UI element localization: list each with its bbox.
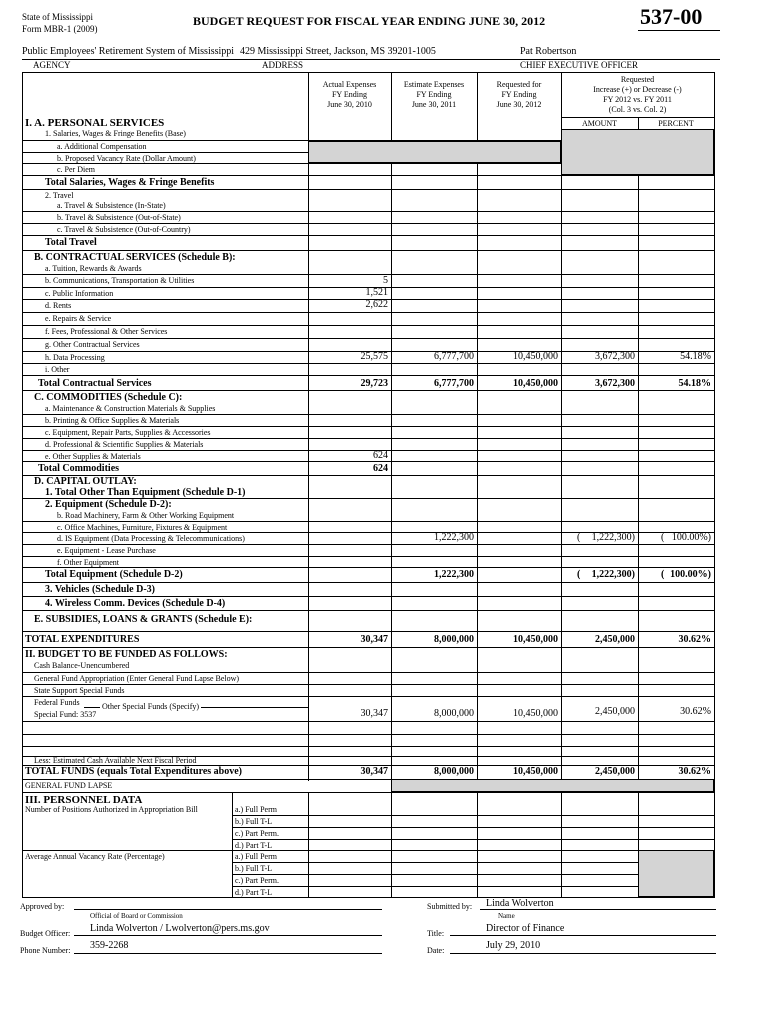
special-fund-actual: 30,347 bbox=[360, 708, 388, 719]
contractual-estimate-value: 6,777,700 bbox=[434, 351, 474, 362]
state-support-label: State Support Special Funds bbox=[34, 686, 125, 695]
address-value: 429 Mississippi Street, Jackson, MS 39201-1005 bbox=[240, 46, 436, 57]
vacancy-rate-label: Average Annual Vacancy Rate (Percentage) bbox=[25, 852, 165, 861]
special-fund-label: Special Fund: 3537 bbox=[34, 710, 97, 719]
commodities-title: C. COMMODITIES (Schedule C): bbox=[34, 392, 183, 403]
equipment-label: 2. Equipment (Schedule D-2): bbox=[45, 499, 172, 510]
special-fund-amount: 2,450,000 bbox=[595, 706, 635, 717]
position-type-label: a.) Full Perm bbox=[235, 805, 277, 814]
phone-label: Phone Number: bbox=[20, 946, 71, 955]
date-value: July 29, 2010 bbox=[486, 940, 541, 951]
equipment-percent-value: 100.00%) bbox=[671, 532, 711, 543]
contractual-item-label: f. Fees, Professional & Other Services bbox=[45, 327, 168, 336]
total-contractual-estimate: 6,777,700 bbox=[434, 378, 474, 389]
equipment-item-label: e. Equipment - Lease Purchase bbox=[57, 546, 156, 555]
shaded-cell bbox=[391, 779, 714, 792]
submitted-by-label: Submitted by: bbox=[427, 902, 473, 911]
total-equipment-percent: 100.00%) bbox=[670, 569, 711, 580]
other-special-label: Other Special Funds (Specify) bbox=[102, 702, 200, 711]
general-fund-lapse-label: GENERAL FUND LAPSE bbox=[25, 781, 113, 790]
open-paren: ( bbox=[661, 569, 665, 580]
total-contractual-requested: 10,450,000 bbox=[513, 378, 558, 389]
federal-funds-label: Federal Funds bbox=[34, 698, 80, 707]
agency-value: Public Employees' Retirement System of Mississippi bbox=[22, 46, 235, 57]
address-label: ADDRESS bbox=[262, 60, 304, 70]
travel-label: 2. Travel bbox=[45, 191, 74, 200]
special-fund-percent: 30.62% bbox=[680, 706, 711, 717]
equipment-item-label: d. IS Equipment (Data Processing & Telecommunications) bbox=[57, 534, 245, 543]
per-diem-label: c. Per Diem bbox=[57, 165, 95, 174]
col-amount-header: AMOUNT bbox=[581, 119, 618, 128]
commodity-item-label: c. Equipment, Repair Parts, Supplies & Accessories bbox=[45, 428, 211, 437]
total-funds-percent: 30.62% bbox=[678, 766, 711, 777]
total-contractual-amount: 3,672,300 bbox=[595, 378, 635, 389]
form-number: 537-00 bbox=[640, 4, 703, 29]
salaries-label: 1. Salaries, Wages & Fringe Benefits (Base) bbox=[45, 129, 186, 138]
contractual-item-label: e. Repairs & Service bbox=[45, 314, 112, 323]
contractual-item-label: i. Other bbox=[45, 365, 70, 374]
total-equipment-amount: 1,222,300) bbox=[591, 569, 635, 580]
contractual-item-label: b. Communications, Transportation & Utilities bbox=[45, 276, 195, 285]
total-contractual-label: Total Contractual Services bbox=[38, 378, 152, 389]
funding-title: II. BUDGET TO BE FUNDED AS FOLLOWS: bbox=[25, 649, 228, 660]
other-than-equipment-label: 1. Total Other Than Equipment (Schedule D-1) bbox=[45, 487, 246, 498]
col-estimate-header: Estimate Expenses FY Ending June 30, 2011 bbox=[403, 80, 465, 109]
contractual-actual-value: 5 bbox=[383, 275, 388, 286]
contractual-item-label: d. Rents bbox=[45, 301, 72, 310]
phone-line[interactable] bbox=[74, 953, 382, 954]
vacancy-type-label: b.) Full T-L bbox=[235, 864, 273, 873]
travel-out-state-label: b. Travel & Subsistence (Out-of-State) bbox=[57, 213, 181, 222]
total-funds-amount: 2,450,000 bbox=[595, 766, 635, 777]
total-commodities-label: Total Commodities bbox=[38, 463, 120, 474]
shaded-cell bbox=[308, 141, 561, 163]
contractual-actual-value: 2,622 bbox=[365, 299, 388, 310]
total-contractual-actual: 29,723 bbox=[360, 378, 388, 389]
col-requested-header: Requested for FY Ending June 30, 2012 bbox=[496, 80, 542, 109]
commodity-item-label: b. Printing & Office Supplies & Materials bbox=[45, 416, 180, 425]
total-funds-estimate: 8,000,000 bbox=[434, 766, 474, 777]
ceo-value: Pat Robertson bbox=[520, 46, 577, 57]
contractual-amount-value: 3,672,300 bbox=[595, 351, 635, 362]
col-change-header: Requested Increase (+) or Decrease (-) FY 2012 vs. FY 2011 (Col. 3 vs. Col. 2) bbox=[593, 75, 682, 114]
commodity-item-label: d. Professional & Scientific Supplies & Materials bbox=[45, 440, 204, 449]
title-line[interactable] bbox=[450, 935, 716, 936]
open-paren: ( bbox=[577, 532, 581, 543]
title-label: Title: bbox=[427, 929, 445, 938]
contractual-item-label: a. Tuition, Rewards & Awards bbox=[45, 264, 142, 273]
capital-title: D. CAPITAL OUTLAY: bbox=[34, 476, 137, 487]
vacancy-type-label: d.) Part T-L bbox=[235, 888, 273, 897]
personnel-title: III. PERSONNEL DATA bbox=[25, 794, 143, 806]
approved-by-line[interactable] bbox=[74, 909, 382, 910]
total-expenditures-amount: 2,450,000 bbox=[595, 634, 635, 645]
additional-comp-label: a. Additional Compensation bbox=[57, 142, 147, 151]
approved-by-label: Approved by: bbox=[20, 902, 65, 911]
open-paren: ( bbox=[577, 569, 581, 580]
date-line[interactable] bbox=[450, 953, 716, 954]
total-contractual-percent: 54.18% bbox=[678, 378, 711, 389]
col-actual-header: Actual Expenses FY Ending June 30, 2010 bbox=[322, 80, 377, 109]
special-fund-requested: 10,450,000 bbox=[513, 708, 558, 719]
contractual-actual-value: 1,521 bbox=[365, 287, 388, 298]
date-label: Date: bbox=[427, 946, 445, 955]
open-paren: ( bbox=[661, 532, 665, 543]
col-percent-header: PERCENT bbox=[658, 119, 694, 128]
total-expenditures-requested: 10,450,000 bbox=[513, 634, 558, 645]
budget-officer-value: Linda Wolverton / Lwolverton@pers.ms.gov bbox=[90, 923, 270, 934]
positions-label: Number of Positions Authorized in Appropriation Bill bbox=[25, 805, 198, 814]
total-equipment-estimate: 1,222,300 bbox=[434, 569, 474, 580]
cash-balance-label: Cash Balance-Unencumbered bbox=[34, 661, 130, 670]
travel-in-state-label: a. Travel & Subsistence (In-State) bbox=[57, 201, 166, 210]
shaded-cell bbox=[638, 850, 714, 897]
vacancy-type-label: a.) Full Perm bbox=[235, 852, 277, 861]
contractual-item-label: h. Data Processing bbox=[45, 353, 105, 362]
less-cash-label: Less: Estimated Cash Available Next Fiscal Period bbox=[34, 756, 197, 765]
title-value: Director of Finance bbox=[486, 923, 565, 934]
contractual-item-label: g. Other Contractual Services bbox=[45, 340, 140, 349]
vacancy-label: b. Proposed Vacancy Rate (Dollar Amount) bbox=[57, 154, 196, 163]
budget-officer-line[interactable] bbox=[74, 935, 382, 936]
position-type-label: d.) Part T-L bbox=[235, 841, 273, 850]
equipment-item-label: c. Office Machines, Furniture, Fixtures & Equipment bbox=[57, 523, 228, 532]
position-type-label: c.) Part Perm. bbox=[235, 829, 279, 838]
total-expenditures-estimate: 8,000,000 bbox=[434, 634, 474, 645]
phone-value: 359-2268 bbox=[90, 940, 129, 951]
shaded-cell bbox=[561, 129, 714, 175]
form-title: BUDGET REQUEST FOR FISCAL YEAR ENDING JUNE 30, 2012 bbox=[193, 14, 546, 28]
contractual-requested-value: 10,450,000 bbox=[513, 351, 558, 362]
official-label: Official of Board or Commission bbox=[90, 912, 183, 920]
agency-label: AGENCY bbox=[33, 60, 71, 70]
travel-out-country-label: c. Travel & Subsistence (Out-of-Country) bbox=[57, 225, 191, 234]
total-funds-requested: 10,450,000 bbox=[513, 766, 558, 777]
equipment-amount-value: 1,222,300) bbox=[591, 532, 635, 543]
state-label: State of Mississippi bbox=[22, 12, 94, 22]
name-label: Name bbox=[498, 912, 515, 920]
wireless-label: 4. Wireless Comm. Devices (Schedule D-4) bbox=[45, 598, 226, 609]
commodity-actual-value: 624 bbox=[373, 450, 388, 461]
subsidies-title: E. SUBSIDIES, LOANS & GRANTS (Schedule E): bbox=[34, 614, 253, 625]
special-fund-estimate: 8,000,000 bbox=[434, 708, 474, 719]
total-travel-label: Total Travel bbox=[45, 237, 97, 248]
contractual-actual-value: 25,575 bbox=[360, 351, 388, 362]
vacancy-type-label: c.) Part Perm. bbox=[235, 876, 279, 885]
submitted-by-line[interactable] bbox=[480, 909, 716, 910]
equipment-item-label: f. Other Equipment bbox=[57, 558, 119, 567]
equipment-estimate-value: 1,222,300 bbox=[434, 532, 474, 543]
contractual-percent-value: 54.18% bbox=[680, 351, 711, 362]
total-expenditures-label: TOTAL EXPENDITURES bbox=[25, 634, 140, 645]
commodity-item-label: e. Other Supplies & Materials bbox=[45, 452, 141, 461]
equipment-item-label: b. Road Machinery, Farm & Other Working Equipment bbox=[57, 511, 235, 520]
total-salaries-label: Total Salaries, Wages & Fringe Benefits bbox=[45, 177, 215, 188]
commodity-item-label: a. Maintenance & Construction Materials & Supplies bbox=[45, 404, 216, 413]
form-label: Form MBR-1 (2009) bbox=[22, 24, 98, 34]
position-type-label: b.) Full T-L bbox=[235, 817, 273, 826]
total-expenditures-actual: 30,347 bbox=[360, 634, 388, 645]
budget-officer-label: Budget Officer: bbox=[20, 929, 71, 938]
vehicles-label: 3. Vehicles (Schedule D-3) bbox=[45, 584, 155, 595]
total-commodities-actual: 624 bbox=[373, 463, 388, 474]
contractual-item-label: c. Public Information bbox=[45, 289, 114, 298]
total-funds-actual: 30,347 bbox=[360, 766, 388, 777]
submitted-by-value: Linda Wolverton bbox=[486, 898, 554, 909]
total-funds-label: TOTAL FUNDS (equals Total Expenditures above) bbox=[25, 766, 242, 777]
ceo-label: CHIEF EXECUTIVE OFFICER bbox=[520, 60, 639, 70]
total-expenditures-percent: 30.62% bbox=[678, 634, 711, 645]
personal-services-title: I. A. PERSONAL SERVICES bbox=[25, 117, 165, 129]
contractual-title: B. CONTRACTUAL SERVICES (Schedule B): bbox=[34, 252, 236, 263]
general-fund-label: General Fund Appropriation (Enter General Fund Lapse Below) bbox=[34, 674, 240, 683]
total-equipment-label: Total Equipment (Schedule D-2) bbox=[45, 569, 183, 580]
